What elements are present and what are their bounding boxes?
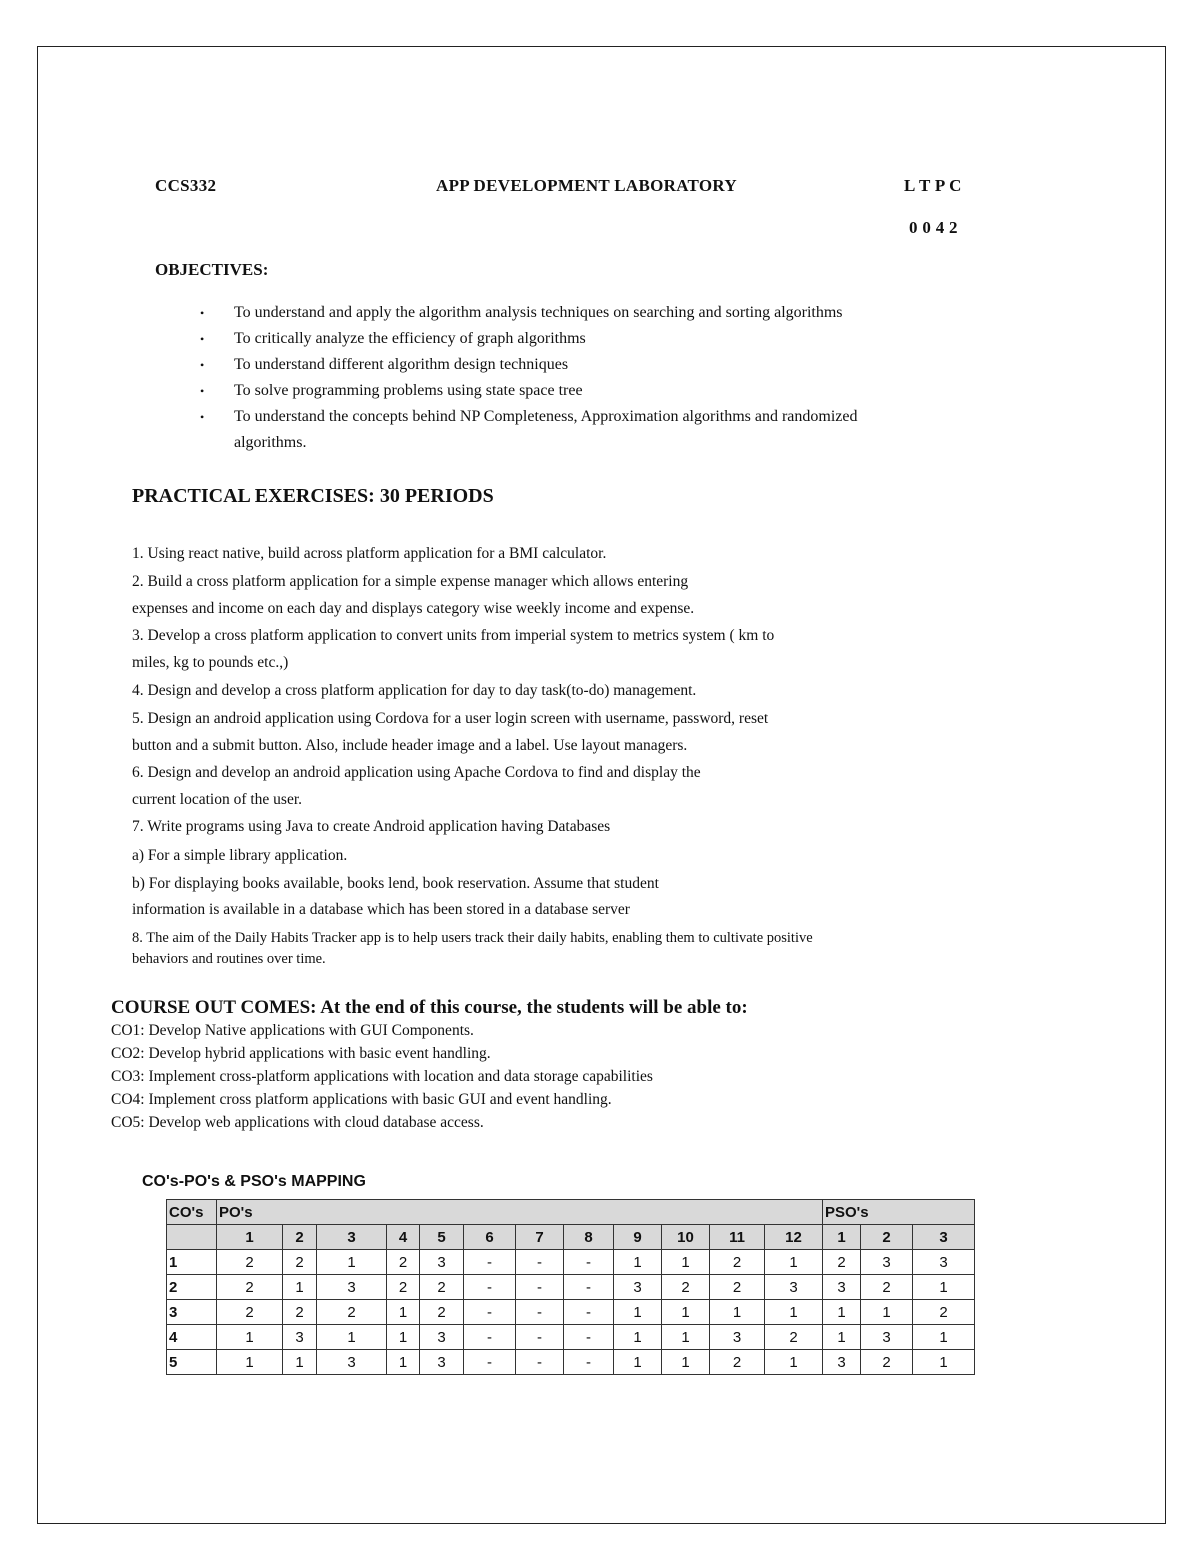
table-row	[167, 1300, 975, 1325]
table-cell: 2	[913, 1300, 975, 1325]
table-cell: 2	[765, 1325, 823, 1350]
po-number-header: 11	[710, 1225, 765, 1250]
table-cell: 2	[710, 1275, 765, 1300]
table-cell: 3	[283, 1325, 317, 1350]
table-cell: 1	[861, 1300, 913, 1325]
table-cell: 3	[913, 1250, 975, 1275]
table-cell: 1	[662, 1250, 710, 1275]
table-cell: 1	[283, 1350, 317, 1375]
exercise-line: button and a submit button. Also, include header image and a label. Use layout managers.	[132, 737, 688, 754]
course-code: CCS332	[155, 176, 217, 195]
exercise-line: miles, kg to pounds etc.,)	[132, 654, 289, 671]
table-cell: -	[464, 1300, 516, 1325]
table-cell: 2	[420, 1275, 464, 1300]
po-number-header: 6	[464, 1225, 516, 1250]
table-cell: 1	[823, 1300, 861, 1325]
table-cell: 2	[217, 1275, 283, 1300]
table-cell: 3	[420, 1325, 464, 1350]
objectives-list	[200, 300, 1000, 456]
table-cell: -	[464, 1350, 516, 1375]
table-cell: 1	[913, 1275, 975, 1300]
table-cell: 2	[861, 1275, 913, 1300]
mapping-title: CO's-PO's & PSO's MAPPING	[142, 1173, 366, 1190]
pso-number-header: 2	[861, 1225, 913, 1250]
outcome-item: CO2: Develop hybrid applications with basic event handling.	[111, 1045, 491, 1062]
table-cell: 3	[317, 1275, 387, 1300]
table-cell: 1	[317, 1325, 387, 1350]
table-row	[167, 1350, 975, 1375]
table-row	[167, 1275, 975, 1300]
bullet-icon: •	[200, 358, 205, 372]
table-cell: 2	[710, 1350, 765, 1375]
table-cell: -	[464, 1275, 516, 1300]
col-pso-header: PSO's	[823, 1200, 975, 1225]
table-row	[167, 1325, 975, 1350]
table-cell: -	[516, 1250, 564, 1275]
table-cell: 1	[387, 1350, 420, 1375]
po-number-header: 9	[614, 1225, 662, 1250]
outcomes-title: COURSE OUT COMES: At the end of this course, the students will be able to:	[111, 997, 748, 1018]
table-cell: 1	[662, 1350, 710, 1375]
table-cell: 2	[420, 1300, 464, 1325]
list-item: • To solve programming problems using state space tree	[200, 378, 1000, 404]
table-subheader-row	[167, 1225, 975, 1250]
outcome-item: CO3: Implement cross-platform applications with location and data storage capabilities	[111, 1068, 653, 1085]
table-cell: 2	[387, 1250, 420, 1275]
exercise-line: current location of the user.	[132, 791, 303, 808]
table-header-row	[167, 1200, 975, 1225]
table-cell: 2	[217, 1250, 283, 1275]
exercise-line: 2. Build a cross platform application for a simple expense manager which allows entering	[132, 573, 689, 590]
exercise-line: behaviors and routines over time.	[132, 951, 326, 967]
table-cell: 1	[614, 1250, 662, 1275]
exercise-line: 1. Using react native, build across platform application for a BMI calculator.	[132, 545, 607, 562]
table-cell: 2	[662, 1275, 710, 1300]
table-cell: 1	[823, 1325, 861, 1350]
pso-number-header: 1	[823, 1225, 861, 1250]
po-number-header: 5	[420, 1225, 464, 1250]
table-cell: 1	[387, 1325, 420, 1350]
row-co-label: 5	[167, 1350, 217, 1375]
col-co-header: CO's	[167, 1200, 217, 1225]
row-co-label: 4	[167, 1325, 217, 1350]
table-cell: 1	[217, 1325, 283, 1350]
table-cell: 2	[710, 1250, 765, 1275]
practical-title: PRACTICAL EXERCISES: 30 PERIODS	[132, 485, 494, 507]
outcome-item: CO1: Develop Native applications with GUI Components.	[111, 1022, 474, 1039]
exercise-line: b) For displaying books available, books lend, book reservation. Assume that student	[132, 875, 659, 892]
po-number-header: 10	[662, 1225, 710, 1250]
table-cell: -	[564, 1275, 614, 1300]
row-co-label: 2	[167, 1275, 217, 1300]
table-cell: 1	[387, 1300, 420, 1325]
table-cell: 2	[283, 1300, 317, 1325]
table-cell: -	[516, 1325, 564, 1350]
table-cell: 3	[317, 1350, 387, 1375]
bullet-icon: •	[200, 410, 205, 424]
table-cell: 1	[765, 1300, 823, 1325]
table-cell: 2	[317, 1300, 387, 1325]
table-cell: 3	[614, 1275, 662, 1300]
exercise-line: information is available in a database which has been stored in a database server	[132, 901, 630, 918]
course-title: APP DEVELOPMENT LABORATORY	[436, 176, 737, 195]
exercise-line: 3. Develop a cross platform application to convert units from imperial system to metrics system ( km to	[132, 627, 775, 644]
table-cell: 1	[662, 1325, 710, 1350]
exercise-line: 8. The aim of the Daily Habits Tracker app is to help users track their daily habits, enabling them to cultivate positive	[132, 930, 813, 946]
table-cell: 3	[765, 1275, 823, 1300]
table-cell: 3	[710, 1325, 765, 1350]
table-cell: 1	[765, 1250, 823, 1275]
row-co-label: 1	[167, 1250, 217, 1275]
col-po-header: PO's	[217, 1200, 823, 1225]
objectives-title: OBJECTIVES:	[155, 260, 269, 279]
bullet-icon: •	[200, 384, 205, 398]
table-cell: 1	[710, 1300, 765, 1325]
list-item: • To critically analyze the efficiency of graph algorithms	[200, 326, 1000, 352]
table-cell	[167, 1225, 217, 1250]
table-row	[167, 1250, 975, 1275]
po-number-header: 4	[387, 1225, 420, 1250]
row-co-label: 3	[167, 1300, 217, 1325]
mapping-table	[166, 1199, 975, 1375]
table-cell: 3	[823, 1275, 861, 1300]
table-cell: 1	[662, 1300, 710, 1325]
table-cell: 3	[823, 1350, 861, 1375]
table-cell: -	[516, 1350, 564, 1375]
ltpc-label: L T P C	[904, 176, 962, 195]
table-cell: 1	[317, 1250, 387, 1275]
list-item: • To understand the concepts behind NP Completeness, Approximation algorithms and randomized algorithms.	[200, 404, 1000, 456]
bullet-icon: •	[200, 332, 205, 346]
exercise-line: a) For a simple library application.	[132, 847, 348, 864]
ltpc-values: 0 0 4 2	[909, 218, 958, 237]
list-item: • To understand and apply the algorithm analysis techniques on searching and sorting algorithms	[200, 300, 1000, 326]
outcome-item: CO4: Implement cross platform applications with basic GUI and event handling.	[111, 1091, 612, 1108]
table-cell: 1	[913, 1325, 975, 1350]
po-number-header: 8	[564, 1225, 614, 1250]
exercise-line: expenses and income on each day and displays category wise weekly income and expense.	[132, 600, 695, 617]
table-cell: 1	[765, 1350, 823, 1375]
table-cell: 1	[614, 1325, 662, 1350]
po-number-header: 1	[217, 1225, 283, 1250]
table-cell: 2	[217, 1300, 283, 1325]
pso-number-header: 3	[913, 1225, 975, 1250]
table-cell: -	[564, 1250, 614, 1275]
table-cell: -	[564, 1325, 614, 1350]
table-cell: -	[564, 1350, 614, 1375]
table-cell: 2	[283, 1250, 317, 1275]
table-cell: -	[516, 1275, 564, 1300]
table-cell: 3	[861, 1325, 913, 1350]
po-number-header: 7	[516, 1225, 564, 1250]
table-cell: 1	[283, 1275, 317, 1300]
bullet-icon: •	[200, 306, 205, 320]
table-cell: 2	[861, 1350, 913, 1375]
table-cell: 3	[420, 1250, 464, 1275]
table-cell: 1	[217, 1350, 283, 1375]
exercise-line: 7. Write programs using Java to create Android application having Databases	[132, 818, 611, 835]
exercise-line: 6. Design and develop an android application using Apache Cordova to find and display the	[132, 764, 701, 781]
table-cell: -	[516, 1300, 564, 1325]
table-cell: 1	[614, 1300, 662, 1325]
outcome-item: CO5: Develop web applications with cloud database access.	[111, 1114, 484, 1131]
list-item: • To understand different algorithm design techniques	[200, 352, 1000, 378]
table-cell: -	[464, 1250, 516, 1275]
exercise-line: 4. Design and develop a cross platform application for day to day task(to-do) management.	[132, 682, 697, 699]
table-cell: -	[564, 1300, 614, 1325]
table-cell: -	[464, 1325, 516, 1350]
table-cell: 1	[913, 1350, 975, 1375]
table-cell: 3	[420, 1350, 464, 1375]
po-number-header: 3	[317, 1225, 387, 1250]
po-number-header: 2	[283, 1225, 317, 1250]
table-cell: 2	[823, 1250, 861, 1275]
po-number-header: 12	[765, 1225, 823, 1250]
table-cell: 2	[387, 1275, 420, 1300]
exercise-line: 5. Design an android application using Cordova for a user login screen with username, password, reset	[132, 710, 769, 727]
table-cell: 1	[614, 1350, 662, 1375]
table-cell: 3	[861, 1250, 913, 1275]
